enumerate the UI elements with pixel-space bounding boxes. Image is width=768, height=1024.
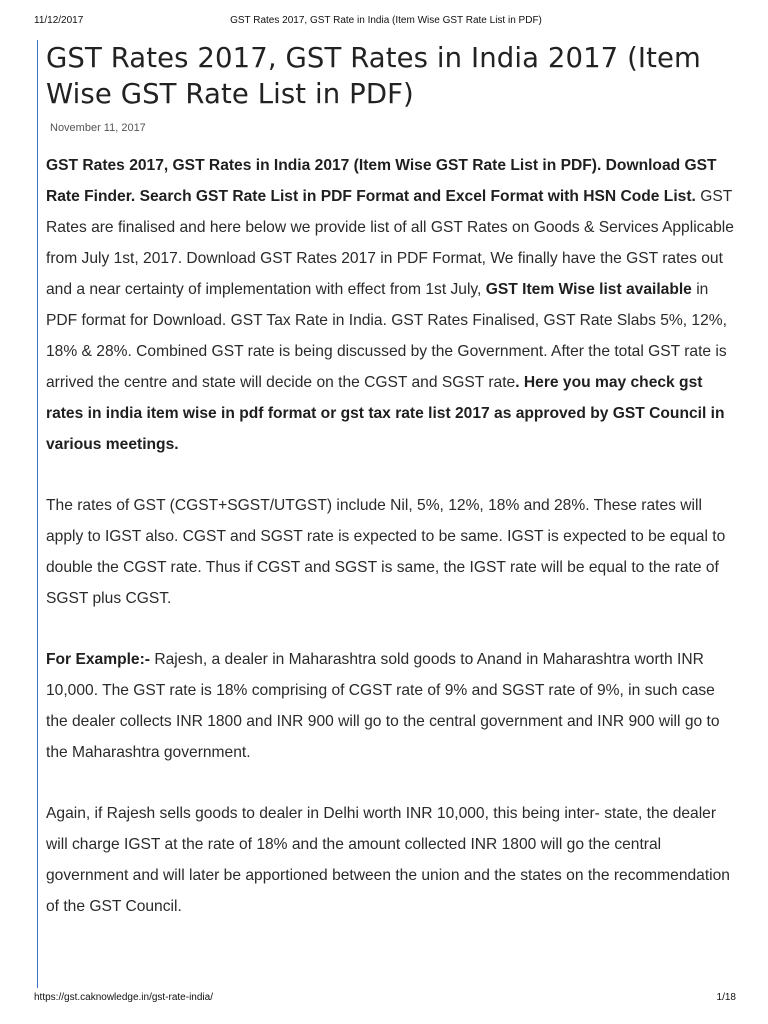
paragraph-rates: The rates of GST (CGST+SGST/UTGST) include Nil, 5%, 12%, 18% and 28%. These rates will apply to IGST also. CGST and SGST rate is expected to be same. IGST is expected to be equal to double the CGST rate. Thus if CGST and SGST is same, the IGST rate will be equal to the rate of SGST plus CGST. [46,497,726,607]
intro-text-b: in PDF format for Download. GST Tax Rate in India. GST Rates Finalised, GST Rate Slabs 5%, 12%, 18% & 28%. Combined GST rate is being discussed by the Government. After the total GST rate is arrived the centre and state will decide on the CGST and SGST rate [46,281,727,391]
example-text: Rajesh, a dealer in Maharashtra sold goods to Anand in Maharashtra worth INR 10,000. The GST rate is 18% comprising of CGST rate of 9% and SGST rate of 9%, in such case the dealer collects INR 1800 and INR 900 will go to the central government and INR 900 will go to the Maharashtra government. [46,651,720,761]
left-border-rule [37,40,38,988]
article [46,40,736,922]
source-url: https://gst.caknowledge.in/gst-rate-india/ [34,992,213,1003]
intro-bold-mid: GST Item Wise list available [485,281,692,298]
print-doc-title: GST Rates 2017, GST Rate in India (Item Wise GST Rate List in PDF) [230,15,542,26]
article-date: November 11, 2017 [50,122,146,134]
print-date: 11/12/2017 [34,15,84,26]
print-header [34,15,738,31]
intro-text-a: GST Rates are finalised and here below we provide list of all GST Rates on Goods & Services Applicable from July 1st, 2017. Download GST Rates 2017 in PDF Format, We finally have the GST rates out and a near certainty of implementation with effect from 1st July, [46,188,734,298]
article-title: GST Rates 2017, GST Rates in India 2017 (Item Wise GST Rate List in PDF) [46,42,701,110]
intro-bold-text: GST Rates 2017, GST Rates in India 2017 (Item Wise GST Rate List in PDF). Download GST Rate Finder. Search GST Rate List in PDF Format and Excel Format with HSN Code List. [46,157,717,205]
page-number: 1/18 [716,992,736,1003]
intro-bold-end: . Here you may check gst rates in india item wise in pdf format or gst tax rate list 2017 as approved by GST Council in various meetings. [46,374,725,453]
paragraph-example [46,644,736,768]
print-footer [34,992,736,1006]
paragraph-intro [46,150,736,460]
paragraph-interstate: Again, if Rajesh sells goods to dealer in Delhi worth INR 10,000, this being inter- state, the dealer will charge IGST at the rate of 18% and the amount collected INR 1800 will go the central government and will later be apportioned between the union and the states on the recommendation of the GST Council. [46,805,730,915]
example-label: For Example:- [46,651,150,668]
